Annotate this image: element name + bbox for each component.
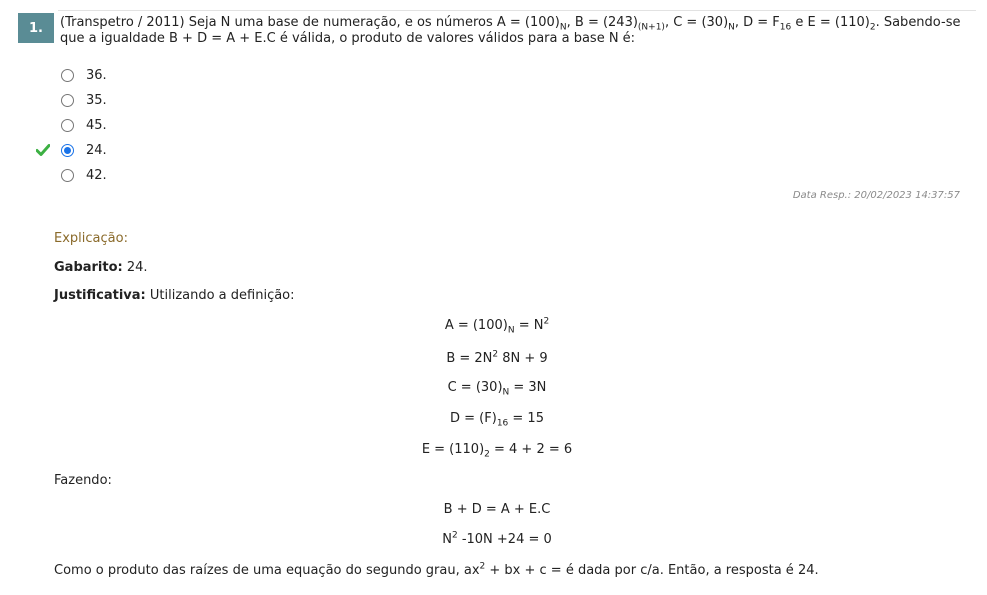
radio-button[interactable] [61, 119, 74, 132]
option-42[interactable] [0, 166, 200, 188]
justificativa-line: Justificativa: Utilizando a definição: [54, 288, 295, 303]
equation-c: $C = (30)_N = 3N$ [447, 380, 547, 398]
gabarito-line: Gabarito: 24. [54, 260, 148, 275]
top-divider [58, 10, 976, 11]
option-45[interactable] [0, 116, 200, 138]
equation-quadratic: $N^2$ -10N +24 = 0 [442, 530, 552, 547]
radio-button[interactable] [61, 69, 74, 82]
response-date: Data Resp.: 20/02/2023 14:37:57 [792, 190, 960, 201]
question-number-badge: 1. [18, 13, 54, 43]
radio-button[interactable] [61, 94, 74, 107]
option-label: 36. [86, 68, 107, 83]
option-label: 35. [86, 93, 107, 108]
fazendo-label: Fazendo: [54, 473, 112, 488]
radio-button[interactable] [61, 169, 74, 182]
explanation-title: Explicação: [54, 231, 128, 246]
equation-d: $D = (F)_{16} = 15$ [450, 411, 544, 429]
option-label: 42. [86, 168, 107, 183]
equation-sum: B + D = A + E.C [443, 502, 551, 517]
equation-a: $A = (100)_N = N^2$ [444, 316, 550, 336]
option-36[interactable] [0, 66, 200, 88]
radio-button-selected[interactable] [61, 144, 74, 157]
question-text: (Transpetro / 2011) Seja N uma base de numeração, e os números $A = (100)_N$, $B = (243)_{(N+1)}$, $C = (30)_N$, $D = F_{16}$ e $E = (110)_2$. Sabendo-se que a igualdade B + D = A + E.C é válida, o produto de valores válidos para a base N é: [60, 15, 961, 46]
option-35[interactable] [0, 91, 200, 113]
equation-e: $E = (110)_2 = 4 + 2 = 6$ [421, 442, 573, 460]
conclusion-text: Como o produto das raízes de uma equação do segundo grau, $ax^2$ + bx + c = é dada por c/a. Então, a resposta é 24. [54, 561, 819, 578]
option-24[interactable] [0, 141, 200, 163]
option-label: 24. [86, 143, 107, 158]
equation-b: $B = 2N^2$ 8N + 9 [446, 349, 548, 366]
option-label: 45. [86, 118, 107, 133]
check-icon [36, 144, 50, 160]
